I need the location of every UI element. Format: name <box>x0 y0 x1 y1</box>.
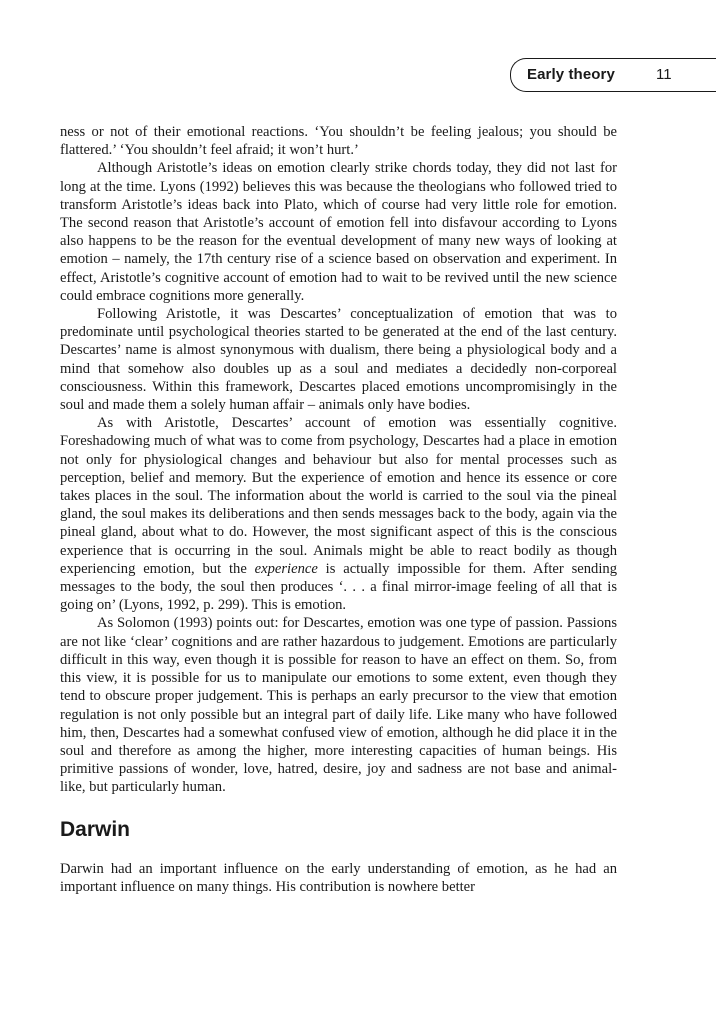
paragraph-solomon: As Solomon (1993) points out: for Descartes, emotion was one type of passion. Passions are not like ‘clear’ cognitions and are rather hazardous to judgement. Emotions are particularly difficult in this way, even though it is possible for reason to have an effect on them. So, from this view, it is possible for us to manipulate our emotions to some extent, even though they tend to obscure proper judgement. This is perhaps an early precursor to the view that emotion regulation is not only possible but an integral part of daily life. Like many who have followed him, then, Descartes had a somewhat confused view of emotion, although he did place it in the soul and therefore as among the higher, more interesting capacities of human beings. His primitive passions of wonder, love, hatred, desire, joy and sadness are not base and animal-like, but particularly human. <box>60 615 617 796</box>
body-text <box>60 123 617 896</box>
paragraph-descartes-dualism: Following Aristotle, it was Descartes’ conceptualization of emotion that was to predominate until psychological theories started to be generated at the end of the last century. Descartes’ name is almost synonymous with dualism, there being a physiological body and a mind that somehow also doubles up as a soul and mediates a decidedly non-corporeal consciousness. Within this framework, Descartes placed emotions uncompromisingly in the soul and made them a solely human affair – animals only have bodies. <box>60 306 617 414</box>
paragraph-text-after: is actually impossible for them. After sending messages to the body, the soul then produces ‘. . . a final mirror-image feeling of all that is going on’ (Lyons, 1992, p. 299). This is emotion. <box>60 560 617 614</box>
paragraph-continuation: ness or not of their emotional reactions. ‘You shouldn’t be feeling jealous; you should be flattered.’ ‘You shouldn’t feel afraid; it won’t hurt.’ <box>60 124 617 159</box>
paragraph-text-before: As with Aristotle, Descartes’ account of emotion was essentially cognitive. Foreshadowing much of what was to come from psychology, Descartes had a place in emotion not only for physiological changes and behaviour but also for mental processes such as perception, belief and memory. But the experience of emotion and hence its essence or core takes places in the soul. The information about the world is carried to the soul via the pineal gland, the soul makes its deliberations and then sends messages back to the body, again via the pineal gland, about what to do. However, the most significant aspect of this is the conscious experience that is occurring in the soul. Animals might be able to react bodily as though experiencing emotion, but the <box>60 415 617 577</box>
paragraph-aristotle: Although Aristotle’s ideas on emotion clearly strike chords today, they did not last for long at the time. Lyons (1992) believes this was because the theologians who followed tried to transform Aristotle’s ideas back into Plato, which of course had very little role for emotion. The second reason that Aristotle’s account of emotion fell into disfavour according to Lyons also happens to be the reason for the eventual development of many new ways of looking at emotion – namely, the 17th century rise of a science based on observation and experiment. In effect, Aristotle’s cognitive account of emotion had to wait to be revived until the new science could embrace cognitions more generally. <box>60 160 617 304</box>
running-head-title: Early theory <box>527 66 615 83</box>
section-heading-darwin: Darwin <box>60 817 131 841</box>
page-number: 11 <box>656 66 672 83</box>
paragraph-darwin: Darwin had an important influence on the early understanding of emotion, as he had an important influence on many things. His contribution is nowhere better <box>60 860 617 895</box>
paragraph-descartes-cognitive <box>60 414 617 614</box>
emphasized-word: experience <box>254 560 318 577</box>
